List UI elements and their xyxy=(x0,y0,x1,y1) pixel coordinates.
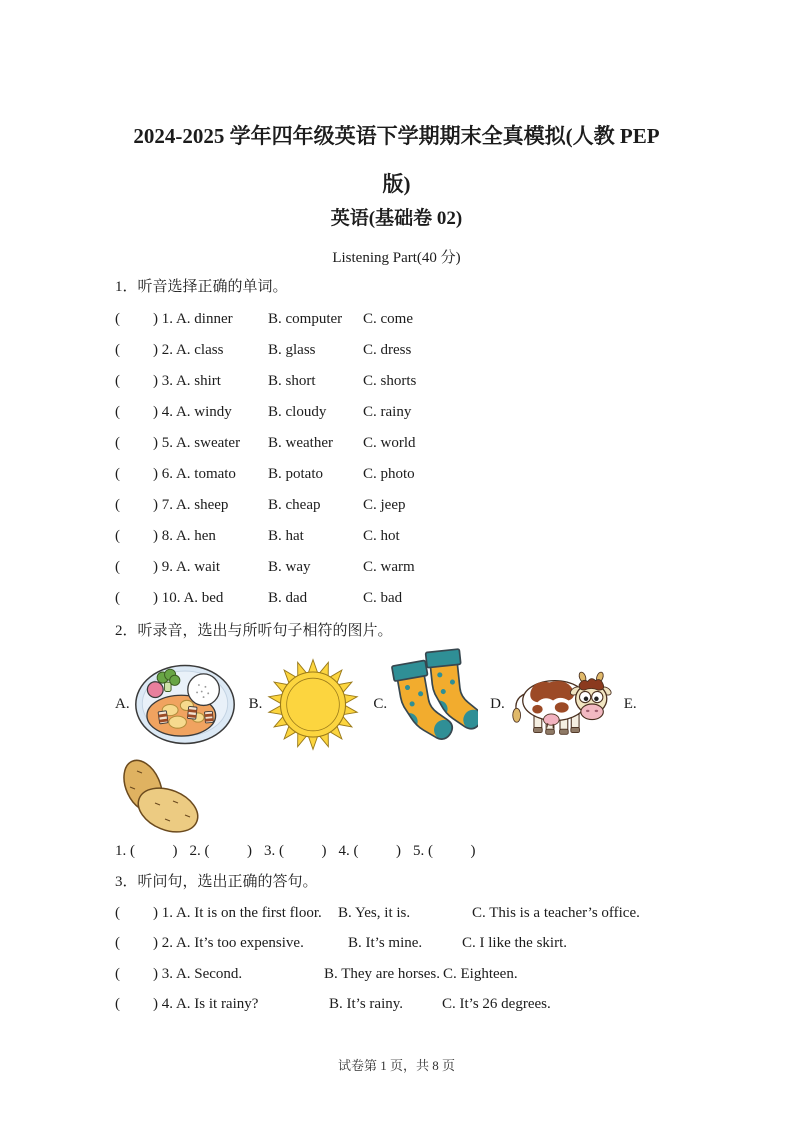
image-label-b: B. xyxy=(248,695,263,712)
question-number: ) 9. xyxy=(153,559,173,575)
option-a: A. sweater xyxy=(175,435,241,451)
number-and-option-a xyxy=(153,397,268,428)
option-b: B. short xyxy=(268,373,316,389)
question-number: ) 6. xyxy=(153,466,173,482)
section-listening-words xyxy=(115,277,753,614)
option-b: B. glass xyxy=(268,342,316,358)
option-b: B. cheap xyxy=(268,497,321,513)
potatoes-image xyxy=(113,753,205,837)
answer-blank-paren[interactable]: ( xyxy=(115,497,120,513)
page-title-line1: 2024-2025 学年四年级英语下学期期末全真模拟(人教 PEP xyxy=(133,124,660,148)
option-a: A. class xyxy=(175,342,224,358)
number-and-option-a xyxy=(153,928,348,958)
number-and-option-a xyxy=(153,989,329,1019)
number-and-option-a xyxy=(153,552,268,583)
answer-blank-paren[interactable]: ( xyxy=(115,404,120,420)
question-row-7 xyxy=(115,490,753,521)
option-b: B. It’s mine. xyxy=(348,935,423,952)
number-and-option-a xyxy=(153,959,324,989)
option-b: B. way xyxy=(268,559,311,575)
section-listening-answers xyxy=(115,872,773,1020)
option-a: A. Second. xyxy=(175,965,243,982)
option-b: B. weather xyxy=(268,435,333,451)
option-b: B. Yes, it is. xyxy=(338,905,411,921)
question-row-8 xyxy=(115,521,753,552)
number-and-option-a xyxy=(153,459,268,490)
answer-blank-4[interactable]: 4. ( ) xyxy=(338,843,401,859)
page-title-line2: 版) xyxy=(382,172,411,196)
section-3-rows xyxy=(115,898,773,1020)
option-c: C. Eighteen. xyxy=(443,965,518,982)
answer-blank-paren[interactable]: ( xyxy=(115,935,120,952)
question-row-10 xyxy=(115,583,753,614)
number-and-option-a xyxy=(153,428,268,459)
option-c: C. photo xyxy=(363,466,415,482)
answer-blank-paren[interactable]: ( xyxy=(115,559,120,575)
question-number: ) 10. xyxy=(153,590,181,606)
option-b: B. potato xyxy=(268,466,323,482)
option-c: C. warm xyxy=(363,559,415,575)
answer-blank-1[interactable]: 1. ( ) xyxy=(115,843,178,859)
option-a: A. It’s too expensive. xyxy=(175,935,304,952)
s3-question-row-1 xyxy=(115,898,773,928)
answer-blank-paren[interactable]: ( xyxy=(115,905,120,921)
image-label-c: C. xyxy=(373,695,388,712)
answer-blank-paren[interactable]: ( xyxy=(115,342,120,358)
question-number: ) 5. xyxy=(153,435,173,451)
answer-blank-paren[interactable]: ( xyxy=(115,996,120,1013)
part-heading: Listening Part(40 分) xyxy=(332,250,461,266)
number-and-option-a xyxy=(153,521,268,552)
option-a: A. wait xyxy=(175,559,221,575)
question-row-4 xyxy=(115,397,753,428)
question-row-2 xyxy=(115,335,753,366)
question-number: ) 1. xyxy=(153,311,173,327)
question-number: ) 7. xyxy=(153,497,173,513)
option-c: C. dress xyxy=(363,342,412,358)
picture-options-row xyxy=(115,645,637,763)
s3-question-row-4 xyxy=(115,989,773,1019)
question-row-9 xyxy=(115,552,753,583)
option-c: C. I like the skirt. xyxy=(462,935,567,952)
question-number: ) 2. xyxy=(153,342,173,358)
socks-image xyxy=(390,646,478,762)
answer-blank-paren[interactable]: ( xyxy=(115,466,120,482)
question-number: ) 4. xyxy=(153,996,173,1013)
question-row-6 xyxy=(115,459,753,490)
option-a: A. hen xyxy=(175,528,216,544)
option-a: A. dinner xyxy=(175,311,233,327)
image-label-e: E. xyxy=(623,695,637,712)
paper-subtitle: 英语(基础卷 02) xyxy=(330,208,463,229)
option-c: C. shorts xyxy=(363,373,417,389)
answer-blank-paren[interactable]: ( xyxy=(115,965,120,982)
option-c: C. bad xyxy=(363,590,403,606)
answer-blank-paren[interactable]: ( xyxy=(115,435,120,451)
image-label-a: A. xyxy=(115,695,130,712)
answer-blank-2[interactable]: 2. ( ) xyxy=(189,843,252,859)
section-1-heading: 1．听音选择正确的单词。 xyxy=(115,279,288,295)
number-and-option-a xyxy=(153,335,268,366)
page-title xyxy=(40,112,753,208)
question-row-5 xyxy=(115,428,753,459)
question-number: ) 1. xyxy=(153,905,173,921)
s3-question-row-3 xyxy=(115,959,773,989)
cow-image xyxy=(508,660,612,748)
answer-blank-3[interactable]: 3. ( ) xyxy=(264,843,327,859)
question-number: ) 4. xyxy=(153,404,173,420)
option-a: A. tomato xyxy=(175,466,236,482)
potatoes-wrap xyxy=(113,753,205,842)
option-c: C. come xyxy=(363,311,413,327)
section-2-heading: 2．听录音，选出与所听句子相符的图片。 xyxy=(115,623,393,639)
option-a: A. shirt xyxy=(175,373,221,389)
answer-blank-paren[interactable]: ( xyxy=(115,373,120,389)
option-c: C. world xyxy=(363,435,416,451)
question-number: ) 3. xyxy=(153,373,173,389)
option-c: C. This is a teacher’s office. xyxy=(472,905,640,921)
section-1-rows xyxy=(115,304,753,614)
option-c: C. hot xyxy=(363,528,400,544)
option-b: B. It’s rainy. xyxy=(329,996,404,1013)
section-2-answer-line xyxy=(115,839,476,863)
question-number: ) 8. xyxy=(153,528,173,544)
option-c: C. It’s 26 degrees. xyxy=(442,996,551,1013)
question-number: ) 2. xyxy=(153,935,173,952)
option-c: C. rainy xyxy=(363,404,412,420)
answer-blank-5[interactable]: 5. ( ) xyxy=(413,843,476,859)
page-footer: 试卷第 1 页，共 8 页 xyxy=(337,1058,455,1073)
section-3-heading: 3．听问句，选出正确的答句。 xyxy=(115,874,318,890)
image-label-d: D. xyxy=(490,695,505,712)
number-and-option-a xyxy=(153,366,268,397)
option-a: A. windy xyxy=(175,404,232,420)
option-a: A. bed xyxy=(183,590,224,606)
number-and-option-a xyxy=(153,898,338,928)
sun-image xyxy=(265,651,361,758)
number-and-option-a xyxy=(153,490,268,521)
option-b: B. computer xyxy=(268,311,343,327)
question-number: ) 3. xyxy=(153,965,173,982)
answer-blank-paren[interactable]: ( xyxy=(115,590,120,606)
answer-blank-paren[interactable]: ( xyxy=(115,528,120,544)
option-c: C. jeep xyxy=(363,497,406,513)
number-and-option-a xyxy=(153,304,268,335)
option-a: A. It is on the first floor. xyxy=(175,905,322,921)
question-row-1 xyxy=(115,304,753,335)
option-b: B. cloudy xyxy=(268,404,327,420)
option-a: A. Is it rainy? xyxy=(175,996,259,1013)
option-b: B. hat xyxy=(268,528,304,544)
option-b: B. They are horses. xyxy=(324,965,440,982)
option-b: B. dad xyxy=(268,590,308,606)
question-row-3 xyxy=(115,366,753,397)
number-and-option-a xyxy=(153,583,268,614)
food-plate-image xyxy=(133,656,237,753)
option-a: A. sheep xyxy=(175,497,229,513)
answer-blank-paren[interactable]: ( xyxy=(115,311,120,327)
s3-question-row-2 xyxy=(115,928,773,958)
